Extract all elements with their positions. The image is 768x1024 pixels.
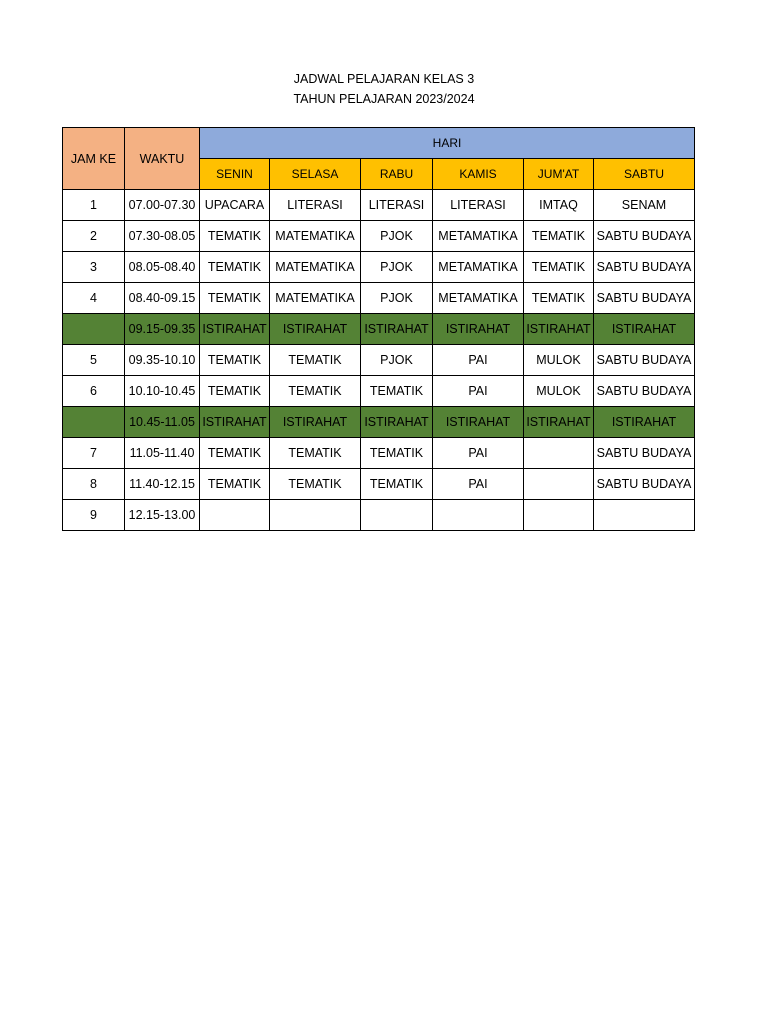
waktu-cell: 10.45-11.05: [125, 407, 200, 438]
subject-cell: SABTU BUDAYA: [594, 345, 695, 376]
waktu-cell: 11.40-12.15: [125, 469, 200, 500]
subject-cell: TEMATIK: [270, 376, 361, 407]
subject-cell: IMTAQ: [524, 190, 594, 221]
subject-cell: TEMATIK: [200, 221, 270, 252]
subject-cell: TEMATIK: [524, 252, 594, 283]
subject-cell: PJOK: [361, 252, 433, 283]
subject-cell: PAI: [433, 376, 524, 407]
subject-cell: TEMATIK: [270, 469, 361, 500]
subject-cell: TEMATIK: [200, 252, 270, 283]
subject-cell: LITERASI: [361, 190, 433, 221]
table-row: [63, 190, 695, 221]
table-row: [63, 221, 695, 252]
jam-ke-cell: 2: [63, 221, 125, 252]
subject-cell: SABTU BUDAYA: [594, 252, 695, 283]
subject-cell: TEMATIK: [200, 376, 270, 407]
subject-cell: TEMATIK: [524, 283, 594, 314]
subject-cell: LITERASI: [270, 190, 361, 221]
table-row: [63, 376, 695, 407]
subject-cell: ISTIRAHAT: [594, 407, 695, 438]
table-row: [63, 407, 695, 438]
subject-cell: PJOK: [361, 283, 433, 314]
subject-cell: [433, 500, 524, 531]
jam-ke-cell: 1: [63, 190, 125, 221]
waktu-cell: 08.40-09.15: [125, 283, 200, 314]
subject-cell: [524, 500, 594, 531]
table-row: [63, 469, 695, 500]
subject-cell: SABTU BUDAYA: [594, 221, 695, 252]
subject-cell: UPACARA: [200, 190, 270, 221]
subject-cell: ISTIRAHAT: [361, 407, 433, 438]
subject-cell: MULOK: [524, 376, 594, 407]
schedule-table: [62, 127, 695, 531]
subject-cell: TEMATIK: [200, 345, 270, 376]
subject-cell: TEMATIK: [200, 438, 270, 469]
subject-cell: MATEMATIKA: [270, 252, 361, 283]
subject-cell: TEMATIK: [524, 221, 594, 252]
subject-cell: SABTU BUDAYA: [594, 469, 695, 500]
subject-cell: TEMATIK: [200, 469, 270, 500]
jam-ke-cell: 5: [63, 345, 125, 376]
subject-cell: MULOK: [524, 345, 594, 376]
subject-cell: MATEMATIKA: [270, 221, 361, 252]
subject-cell: SENAM: [594, 190, 695, 221]
jam-ke-cell: 3: [63, 252, 125, 283]
subject-cell: SABTU BUDAYA: [594, 438, 695, 469]
subject-cell: SABTU BUDAYA: [594, 376, 695, 407]
waktu-cell: 08.05-08.40: [125, 252, 200, 283]
table-row: [63, 314, 695, 345]
subject-cell: ISTIRAHAT: [433, 314, 524, 345]
day-header: JUM'AT: [524, 159, 594, 190]
subject-cell: TEMATIK: [361, 438, 433, 469]
subject-cell: PAI: [433, 345, 524, 376]
day-header: SABTU: [594, 159, 695, 190]
subject-cell: METAMATIKA: [433, 283, 524, 314]
table-row: [63, 500, 695, 531]
subject-cell: [594, 500, 695, 531]
table-row: [63, 252, 695, 283]
document-title: JADWAL PELAJARAN KELAS 3: [293, 72, 475, 86]
subject-cell: ISTIRAHAT: [270, 314, 361, 345]
subject-cell: PAI: [433, 438, 524, 469]
day-header: RABU: [361, 159, 433, 190]
hari-header: HARI: [200, 128, 695, 159]
day-header: SELASA: [270, 159, 361, 190]
waktu-cell: 09.35-10.10: [125, 345, 200, 376]
waktu-cell: 12.15-13.00: [125, 500, 200, 531]
waktu-cell: 07.00-07.30: [125, 190, 200, 221]
subject-cell: TEMATIK: [270, 345, 361, 376]
waktu-cell: 09.15-09.35: [125, 314, 200, 345]
subject-cell: [524, 469, 594, 500]
subject-cell: ISTIRAHAT: [270, 407, 361, 438]
subject-cell: [270, 500, 361, 531]
header-row: [63, 128, 695, 159]
day-header: SENIN: [200, 159, 270, 190]
subject-cell: TEMATIK: [361, 469, 433, 500]
subject-cell: ISTIRAHAT: [594, 314, 695, 345]
jam-ke-header: JAM KE: [63, 128, 125, 190]
day-header: KAMIS: [433, 159, 524, 190]
subject-cell: ISTIRAHAT: [361, 314, 433, 345]
subject-cell: ISTIRAHAT: [524, 314, 594, 345]
table-row: [63, 438, 695, 469]
jam-ke-cell: 9: [63, 500, 125, 531]
subject-cell: METAMATIKA: [433, 221, 524, 252]
subject-cell: ISTIRAHAT: [200, 407, 270, 438]
subject-cell: [200, 500, 270, 531]
subject-cell: METAMATIKA: [433, 252, 524, 283]
subject-cell: PJOK: [361, 221, 433, 252]
waktu-cell: 07.30-08.05: [125, 221, 200, 252]
subject-cell: TEMATIK: [200, 283, 270, 314]
jam-ke-cell: 7: [63, 438, 125, 469]
table-row: [63, 283, 695, 314]
subject-cell: [361, 500, 433, 531]
subject-cell: PAI: [433, 469, 524, 500]
jam-ke-cell: 4: [63, 283, 125, 314]
subject-cell: TEMATIK: [270, 438, 361, 469]
subject-cell: [524, 438, 594, 469]
subject-cell: ISTIRAHAT: [200, 314, 270, 345]
subject-cell: TEMATIK: [361, 376, 433, 407]
jam-ke-cell: [63, 407, 125, 438]
waktu-cell: 10.10-10.45: [125, 376, 200, 407]
waktu-header: WAKTU: [125, 128, 200, 190]
subject-cell: ISTIRAHAT: [433, 407, 524, 438]
subject-cell: ISTIRAHAT: [524, 407, 594, 438]
subject-cell: SABTU BUDAYA: [594, 283, 695, 314]
subject-cell: PJOK: [361, 345, 433, 376]
jam-ke-cell: 6: [63, 376, 125, 407]
document-subtitle: TAHUN PELAJARAN 2023/2024: [293, 92, 475, 106]
subject-cell: LITERASI: [433, 190, 524, 221]
table-row: [63, 345, 695, 376]
subject-cell: MATEMATIKA: [270, 283, 361, 314]
waktu-cell: 11.05-11.40: [125, 438, 200, 469]
jam-ke-cell: [63, 314, 125, 345]
jam-ke-cell: 8: [63, 469, 125, 500]
